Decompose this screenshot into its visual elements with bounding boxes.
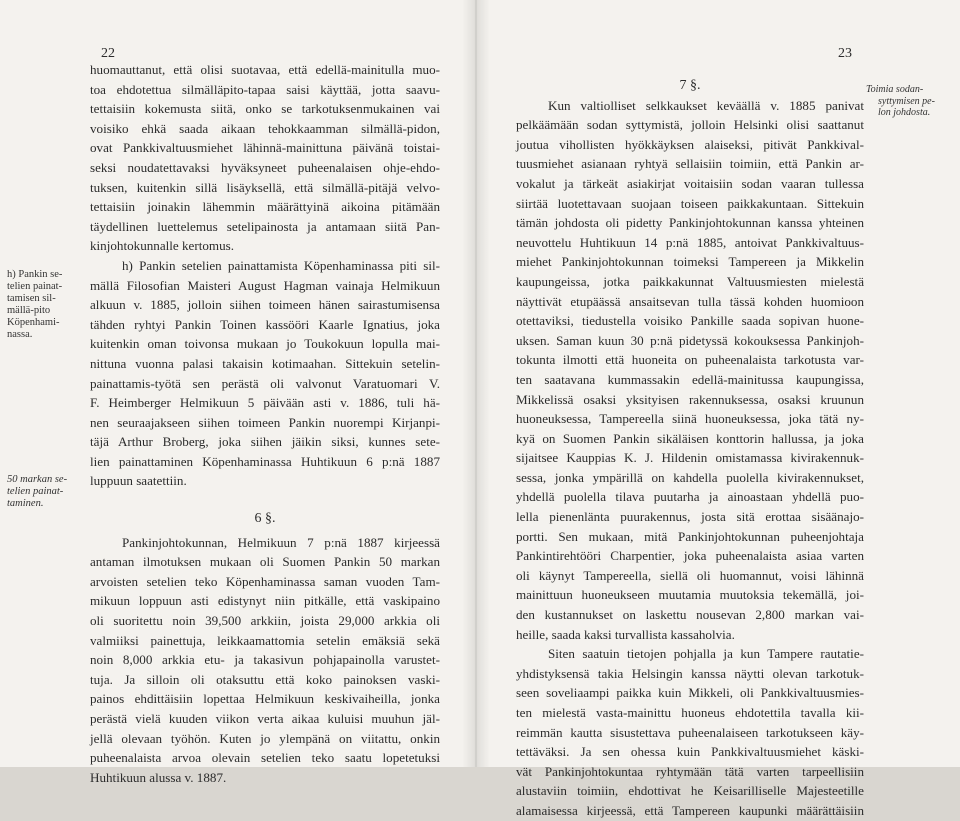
text-line: kyä on Suomen Pankin sikäläisen konttorin hallussa, ja joka bbox=[516, 430, 864, 446]
margin-note-line: tamisen sil- bbox=[7, 293, 56, 304]
text-line: Siten saatuin tietojen pohjalla ja kun Tampere rautatie- bbox=[548, 646, 864, 662]
margin-note-line: h) Pankin se- bbox=[7, 269, 63, 280]
margin-note-line: Köpenhami- bbox=[7, 317, 60, 328]
margin-note-line: telien painat- bbox=[7, 486, 64, 497]
text-line: kaupungeissa, jotka paikkakunnat Valtuusmiesten mielestä bbox=[516, 273, 864, 289]
text-line: yhdistyksensä takia Helsingin kanssa näytti olevan tarkotuk- bbox=[516, 665, 864, 681]
margin-note-line: nassa. bbox=[7, 329, 33, 340]
text-line: uksen. Saman kuun 30 p:nä pidetyssä kokouksessa Pankinjoh- bbox=[516, 332, 864, 348]
text-line: ten saatavana kummassakin edellä-mainitussa kaupungissa, bbox=[516, 371, 864, 387]
text-line: tettäväksi. Ja sen ohessa kuin Pankkivaltuusmiehet käski- bbox=[516, 744, 864, 760]
text-line: seksi noudatettavaksi hyväksyneet puheenalaisen ohje-ehdo- bbox=[90, 159, 440, 175]
text-line: voisiko ehkä saada aikaan tehokkaamman silmällä-pidon, bbox=[90, 120, 440, 136]
text-line: tuksen, kuitenkin sillä lisäyksellä, että silmällä-pitäjä velvo- bbox=[90, 179, 440, 195]
text-line: nen seuraajakseen siihen toimeen Pankin nuorempi Kirjanpi- bbox=[90, 414, 440, 430]
text-line: alustaviin toimiin, ehdottivat he Keisarilliselle Majesteetille bbox=[516, 783, 864, 799]
text-line: kinjohtokunnalle kertomus. bbox=[90, 238, 235, 254]
text-line: tettaisiin kokemusta siitä, onko se tarkotuksenmukainen vai bbox=[90, 101, 440, 117]
book-gutter bbox=[462, 0, 490, 767]
text-line: oli suoritettu noin 39,500 arkkiin, joista 29,000 arkkia oli bbox=[90, 613, 440, 629]
page-number: 23 bbox=[838, 46, 852, 61]
text-line: vokalut ja tärkeät asiakirjat voitaisiin sodan vaaran tullessa bbox=[516, 175, 864, 191]
margin-note-line: lon johdosta. bbox=[878, 107, 931, 118]
text-line: tuusmiehet asianaan ryhtyä sellaisiin toimiin, että Pankin ar- bbox=[516, 156, 864, 172]
text-line: alkuun v. 1885, jolloin siihen toimeen hänen sairastumisensa bbox=[90, 297, 440, 313]
text-line: seen soveliaampi paikka kuin Mikkeli, oli Pankkivaltuusmies- bbox=[516, 685, 864, 701]
text-line: jellä olevaan työhön. Kuten jo ylempänä on viitattu, onkin bbox=[90, 730, 440, 746]
text-line: ovat Pankkivaltuusmiehet lähinnä-mainittuna päivänä toistai- bbox=[90, 140, 440, 156]
text-line: joutua vihollisten hyökkäyksen alaiseksi, pitivät Pankkival- bbox=[516, 136, 864, 152]
text-line: lien painattaminen Köpenhaminassa Huhtikuun 6 p:nä 1887 bbox=[90, 453, 440, 469]
text-line: tokunta ilmotti että huoneita on puheenalaista tarkotusta var- bbox=[516, 352, 864, 368]
text-column bbox=[90, 60, 440, 787]
text-line: portti. Sen mukaan, mitä Pankinjohtokunnan puheenjohtaja bbox=[516, 528, 864, 544]
text-line: reimmän kautta sisustettava puheenalaiseen tarkotukseen käy- bbox=[516, 724, 864, 740]
text-line: huomauttanut, että olisi suotavaa, että edellä-mainitulla muo- bbox=[90, 62, 440, 77]
page-number: 22 bbox=[101, 46, 115, 61]
text-line: tämän johdosta oli pidetty Pankinjohtokunnan kanssa yhteinen bbox=[516, 215, 864, 231]
margin-note-line: Toimia sodan- bbox=[866, 84, 924, 95]
section-heading: 7 §. bbox=[679, 78, 701, 93]
text-line: Mikkelissä osaksi yksityisen rakennuksessa, osaksi kruunun bbox=[516, 391, 864, 407]
margin-note-line: syttymisen pe- bbox=[878, 95, 935, 107]
text-line: alamaisessa kirjeessä, että Tampereen kaupunki määrättäisiin bbox=[516, 802, 864, 818]
text-line: Kun valtiolliset selkkaukset keväällä v. 1885 panivat bbox=[548, 97, 864, 113]
paragraph bbox=[90, 533, 440, 788]
paragraph bbox=[90, 60, 440, 256]
text-line: mällä Filosofian Maisteri August Hagman vainaja Helmikuun bbox=[90, 277, 440, 293]
text-line: nittuna vuonna palasi takaisin kotimaahan. Sittekuin setelin- bbox=[90, 355, 440, 371]
text-line: Pankinjohtokunnan, Helmikuun 7 p:nä 1887 kirjeessä bbox=[122, 534, 440, 550]
section-heading: 6 §. bbox=[254, 511, 276, 527]
text-line: otettaviksi, tiedustella voisiko Pankille saada sopivan huone- bbox=[516, 313, 864, 329]
text-line: sessa, jonka ympärillä on kahdella puolella kivirakennukset, bbox=[516, 469, 864, 485]
text-line: yhdellä puolella tilava puutarha ja ainoastaan yhdellä puo- bbox=[516, 489, 864, 505]
margin-note-line: telien painat- bbox=[7, 281, 63, 292]
text-line: näyttivät etupäässä ansaitsevan tulla tässä kohden huomioon bbox=[516, 293, 864, 309]
text-line: Pankintirehtööri Charpentier, joka puheenalaista asiaa varten bbox=[516, 548, 864, 564]
text-line: valmiiksi painettuja, leikkaamattomia setelin emäksiä sekä bbox=[90, 632, 440, 648]
text-line: perästä vielä kuuden viikon verta aikaa kuluisi muuhun jäl- bbox=[90, 711, 440, 726]
text-line: täydellinen luettelemus setelipainosta ja antamaan siitä Pan- bbox=[90, 218, 440, 234]
text-line: den kustannukset on laskettu nousevan 2,800 markan vai- bbox=[516, 607, 864, 623]
margin-note bbox=[866, 84, 956, 119]
text-line: täjä Arthur Broberg, joka siihen jäikin siksi, kunnes sete- bbox=[90, 434, 440, 450]
text-line: lella pienenlänta puurakennus, josta sitä erottaa sisäänajo- bbox=[516, 509, 864, 525]
text-line: ten mielestä vasta-mainittu huoneus ehdotettila tavalla kii- bbox=[516, 705, 864, 720]
text-line: sijaitsee Kauppias K. J. Hildenin omistamassa kivirakennuk- bbox=[516, 450, 864, 466]
text-line: tettaisiin joinakin lähemmin määrättyinä aikoina pitämään bbox=[90, 199, 440, 215]
margin-note bbox=[7, 269, 71, 341]
text-line: mainittuun huoneukseen muutamia muutoksia tekemällä, joi- bbox=[516, 587, 864, 603]
text-line: tuja. Ja silloin oli otaksuttu että koko painoksen vaski- bbox=[90, 671, 440, 687]
text-line: miehet Pankinjohtokunnan toimeksi Tampereen ja Mikkelin bbox=[516, 254, 864, 270]
text-line: arvoisten setelien teko Köpenhaminassa saman vuoden Tam- bbox=[90, 573, 440, 589]
margin-note-line: 50 markan se- bbox=[7, 474, 68, 485]
text-line: h) Pankin setelien painattamista Köpenhaminassa piti sil- bbox=[122, 257, 440, 273]
text-line: kuitenkin oman toivonsa mukaan jo Toukokuun lopulla mai- bbox=[90, 336, 440, 352]
text-column bbox=[516, 76, 864, 821]
text-line: tähden ryhtyi Pankin Toinen kassööri Kaarle Ignatius, joka bbox=[90, 316, 440, 332]
text-line: F. Heimberger Helmikuun 5 päivään asti v. 1886, tuli hä- bbox=[90, 395, 440, 411]
text-line: mikuun loppuun asti edistynyt niin pitkälle, että vaskipaino bbox=[90, 593, 440, 609]
paragraph bbox=[516, 644, 864, 820]
margin-note-line: taminen. bbox=[7, 498, 44, 509]
text-line: pelkäämään sodan syttymistä, jolloin Helsinki olisi saattanut bbox=[516, 117, 864, 133]
text-line: noin 8,000 arkkia etu- ja takasivun pohjapainolla varustet- bbox=[90, 652, 440, 668]
text-line: painos ehdittäisiin lopettaa Helmikuun keskivaiheilla, jonka bbox=[90, 691, 440, 707]
margin-note bbox=[7, 474, 77, 510]
text-line: antaman ilmotuksen mukaan oli Suomen Pankin 50 markan bbox=[90, 554, 440, 570]
text-line: painattamis-työtä sen perästä oli valvonut Varatuomari V. bbox=[90, 375, 440, 391]
text-line: siirtää luotettavaan suojaan toiseen paikkakuntaan. Sittekuin bbox=[516, 195, 864, 211]
paragraph bbox=[516, 96, 864, 645]
margin-note-line: mällä-pito bbox=[7, 305, 51, 316]
text-line: toa ehdotettua silmälläpito-tapaa saisi käyttää, jotta saavu- bbox=[90, 81, 440, 97]
left-page bbox=[0, 0, 476, 785]
text-line: puheenalaista arvoa olevain setelien teko saatu lopetetuksi bbox=[90, 750, 440, 766]
text-line: heille, saada kaksi turvallista kassaholvia. bbox=[516, 626, 735, 642]
text-line: vät Pankinjohtokuntaa ryhtymään tätä varten tarpeellisiin bbox=[516, 763, 864, 779]
text-line: neuvottelu Huhtikuun 14 p:nä 1885, antoivat Pankkivaltuus- bbox=[516, 234, 864, 250]
text-line: Huhtikuun alussa v. 1887. bbox=[90, 769, 227, 785]
paragraph bbox=[90, 256, 440, 491]
text-line: oli käynyt Tampereella, siellä oli huomannut, voisi lähinnä bbox=[516, 567, 864, 583]
text-line: luppuun saatettiin. bbox=[90, 473, 187, 489]
text-line: huoneuksessa, Tampereella siinä huoneuksessa, joka tätä ny- bbox=[516, 411, 864, 427]
